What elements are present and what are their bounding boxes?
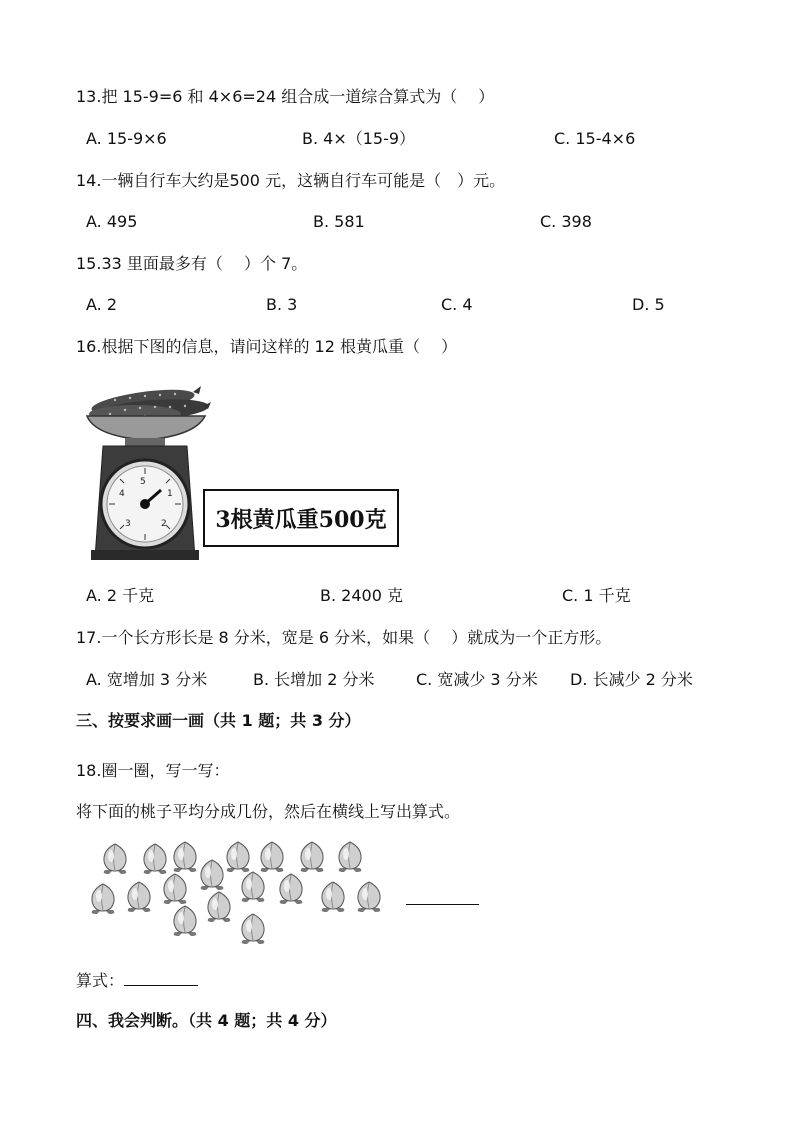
q14-text: 14.一辆自行车大约是500 元，这辆自行车可能是（ ）元。	[76, 171, 506, 190]
q14-option-a[interactable]: A. 495	[86, 212, 138, 231]
peach-icon	[104, 844, 127, 874]
q14-option-c[interactable]: C. 398	[540, 212, 592, 231]
peach-icon	[242, 914, 265, 944]
peach-icon	[144, 844, 167, 874]
section3-heading: 三、按要求画一画（共 1 题；共 3 分）	[76, 711, 361, 730]
formula-label: 算式：	[76, 971, 125, 990]
q15-option-c[interactable]: C. 4	[441, 295, 473, 314]
peach-icon	[164, 874, 187, 904]
peach-icon	[208, 892, 231, 922]
q13-option-c[interactable]: C. 15-4×6	[554, 129, 636, 148]
svg-text:4: 4	[119, 489, 125, 499]
q15-option-b[interactable]: B. 3	[266, 295, 298, 314]
peach-icon	[227, 842, 250, 872]
peaches-image	[85, 838, 385, 953]
q17-text: 17.一个长方形长是 8 分米，宽是 6 分米，如果（ ）就成为一个正方形。	[76, 628, 612, 647]
q15-option-a[interactable]: A. 2	[86, 295, 118, 314]
peach-icon	[301, 842, 324, 872]
svg-text:3: 3	[125, 519, 131, 529]
formula-blank[interactable]	[124, 969, 198, 986]
q17-option-c[interactable]: C. 宽减少 3 分米	[416, 670, 538, 689]
peach-icon	[128, 882, 151, 912]
q13-option-a[interactable]: A. 15-9×6	[86, 129, 167, 148]
q15-option-d[interactable]: D. 5	[632, 295, 665, 314]
peach-icon	[261, 842, 284, 872]
peach-icon	[174, 842, 197, 872]
peach-icon	[339, 842, 362, 872]
peach-icon	[92, 884, 115, 914]
svg-text:1: 1	[167, 489, 173, 499]
peach-icon	[201, 860, 224, 890]
q18-title: 18.圈一圈，写一写：	[76, 761, 230, 780]
q18-instruction: 将下面的桃子平均分成几份，然后在横线上写出算式。	[76, 802, 461, 821]
peach-icon	[322, 882, 345, 912]
q13-text: 13.把 15-9=6 和 4×6=24 组合成一道综合算式为（ ）	[76, 87, 495, 106]
formula-line	[76, 969, 198, 992]
q14-option-b[interactable]: B. 581	[313, 212, 365, 231]
q16-option-a[interactable]: A. 2 千克	[86, 586, 155, 605]
section4-heading: 四、我会判断。（共 4 题；共 4 分）	[76, 1011, 337, 1030]
svg-text:2: 2	[161, 519, 167, 529]
peach-icon	[242, 872, 265, 902]
q13-option-b[interactable]: B. 4×（15-9）	[302, 129, 416, 148]
q16-text: 16.根据下图的信息，请问这样的 12 根黄瓜重（ ）	[76, 337, 458, 356]
answer-blank[interactable]	[406, 904, 479, 905]
peach-icon	[280, 874, 303, 904]
q17-option-b[interactable]: B. 长增加 2 分米	[253, 670, 375, 689]
q17-option-d[interactable]: D. 长减少 2 分米	[570, 670, 693, 689]
q17-option-a[interactable]: A. 宽增加 3 分米	[86, 670, 208, 689]
q16-info-box: 3根黄瓜重500克	[203, 489, 399, 547]
peach-icon	[174, 906, 197, 936]
svg-text:5: 5	[140, 477, 146, 487]
q16-option-c[interactable]: C. 1 千克	[562, 586, 631, 605]
q16-option-b[interactable]: B. 2400 克	[320, 586, 403, 605]
peach-icon	[358, 882, 381, 912]
q15-text: 15.33 里面最多有（ ）个 7。	[76, 254, 308, 273]
